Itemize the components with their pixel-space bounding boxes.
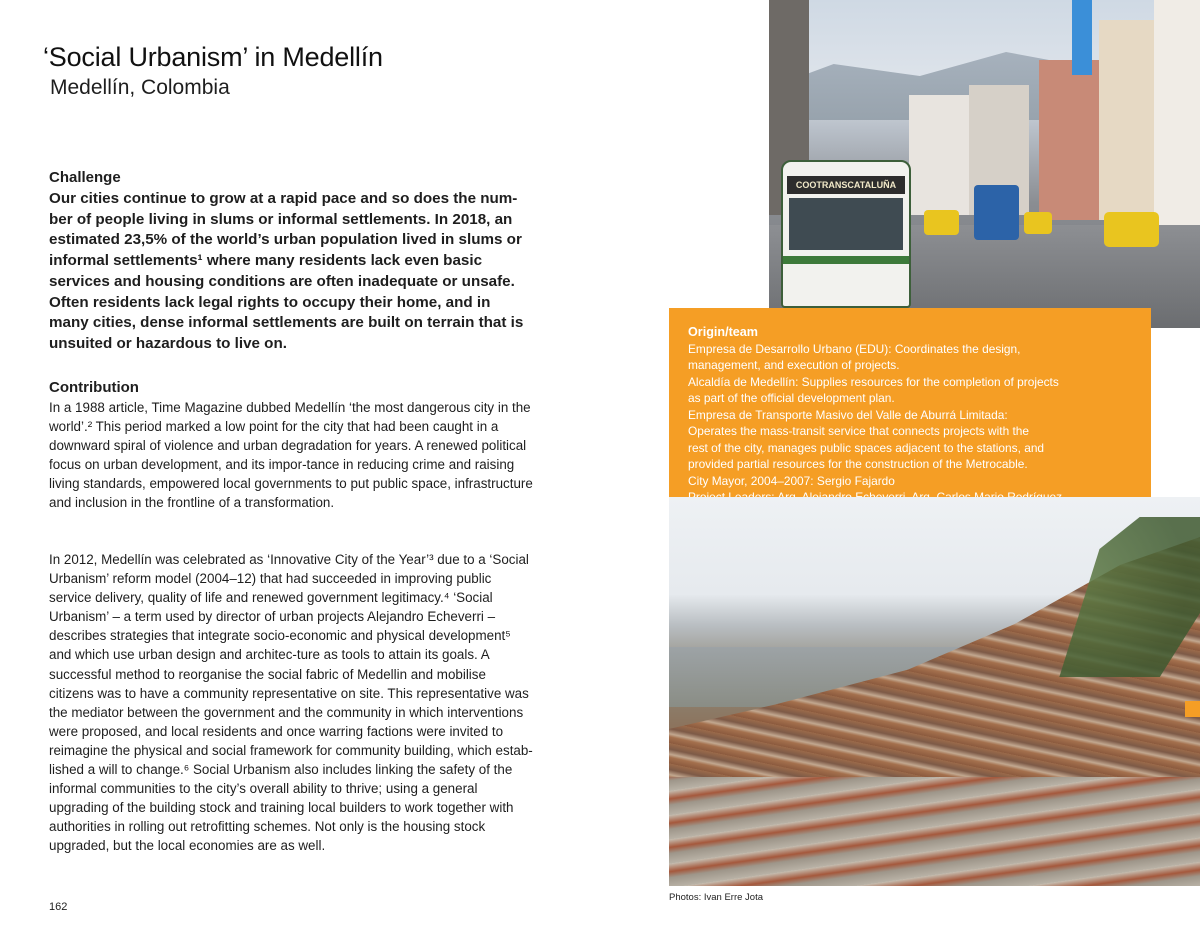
contribution-paragraph: In a 1988 article, Time Magazine dubbed Medellín ‘the most dangerous city in the world’.² This period marked a low point for the city that had been caught in a downward spiral of violence and urban degradation for years. A renewed political focus on urban development, and its impor-tance in reducing crime and raising living standards, empowered local governments to put public space, infrastructure and inclusion in the frontline of a transformation. xyxy=(49,400,533,511)
photo-credit: Photos: Ivan Erre Jota xyxy=(669,892,763,903)
origin-team-list xyxy=(688,341,1138,522)
origin-team-heading: Origin/team xyxy=(688,325,758,339)
challenge-body: Our cities continue to grow at a rapid pace and so does the num-ber of people living in slums or informal settlements. In 2018, an estimated 23,5% of the world’s urban population lived in slums or informal settlements¹ where many residents lack even basic services and housing conditions are often inadequate or unsafe. Often residents lack legal rights to occupy their home, and in many cities, dense informal settlements are built on terrain that is unsuited or hazardous to live on. xyxy=(49,190,524,352)
origin-team-line: Alcaldía de Medellín: Supplies resources for the completion of projects xyxy=(688,374,1059,389)
origin-team-line: Empresa de Transporte Masivo del Valle de Aburrá Limitada: xyxy=(688,407,1008,422)
origin-team-line: Operates the mass-transit service that connects projects with the xyxy=(688,424,1030,439)
origin-team-line: as part of the official development plan. xyxy=(688,391,895,406)
taxi xyxy=(924,210,959,235)
building-right-3 xyxy=(1154,0,1200,230)
foreground-roofs xyxy=(669,777,1200,886)
origin-team-line: City Mayor, 2004–2007: Sergio Fajardo xyxy=(688,473,895,488)
page-subtitle: Medellín, Colombia xyxy=(50,76,230,99)
page-title: ‘Social Urbanism’ in Medellín xyxy=(43,42,383,72)
taxi xyxy=(1024,212,1052,234)
street-photo xyxy=(769,0,1200,328)
hillside-photo xyxy=(669,497,1200,886)
building-right xyxy=(1039,60,1099,220)
origin-team-line: Empresa de Desarrollo Urbano (EDU): Coordinates the design, xyxy=(688,342,1021,356)
page-number: 162 xyxy=(49,901,68,913)
bus-windshield xyxy=(789,198,903,250)
orange-tab-marker xyxy=(1185,701,1200,717)
taxi xyxy=(1104,212,1159,247)
contribution-paragraph: In 2012, Medellín was celebrated as ‘Innovative City of the Year’³ due to a ‘Social Urbanism’ reform model (2004–12) that had succeeded in improving public service delivery, quality of life and renewed government legitimacy.⁴ ‘Social Urbanism’ – a term used by director of urban projects Alejandro Echeverri – describes strategies that integrate socio-economic and physical development⁵ and which use urban design and architec-ture as tools to attain its goals. A successful method to reorganise the social fabric of Medellin and mobilise citizens was to have a community representative on site. This representative was the mediator between the government and the community in which interventions were proposed, and local residents and once warring factions were invited to reimagine the physical and social framework for community building, which estab-lished a will to change.⁶ Social Urbanism also includes linking the safety of the informal communities to the city’s overall ability to thrive; using a general upgrading of the building stock and training local builders to work together with authorities in rolling out retrofitting schemes. Not only is the housing stock upgraded, but the local economies are as well. xyxy=(49,552,533,854)
origin-team-line: management, and execution of projects. xyxy=(688,358,900,373)
bus xyxy=(781,160,911,308)
blue-tower xyxy=(1072,0,1092,75)
bus-sign: COOTRANSCATALUÑA xyxy=(787,176,905,194)
contribution-heading: Contribution xyxy=(49,379,139,396)
challenge-heading: Challenge xyxy=(49,169,121,186)
origin-team-line: rest of the city, manages public spaces adjacent to the stations, and xyxy=(688,440,1045,455)
origin-team-line: provided partial resources for the construction of the Metrocable. xyxy=(688,457,1028,472)
blue-bus xyxy=(974,185,1019,240)
building-right-2 xyxy=(1099,20,1154,220)
bus-stripe xyxy=(783,256,909,264)
